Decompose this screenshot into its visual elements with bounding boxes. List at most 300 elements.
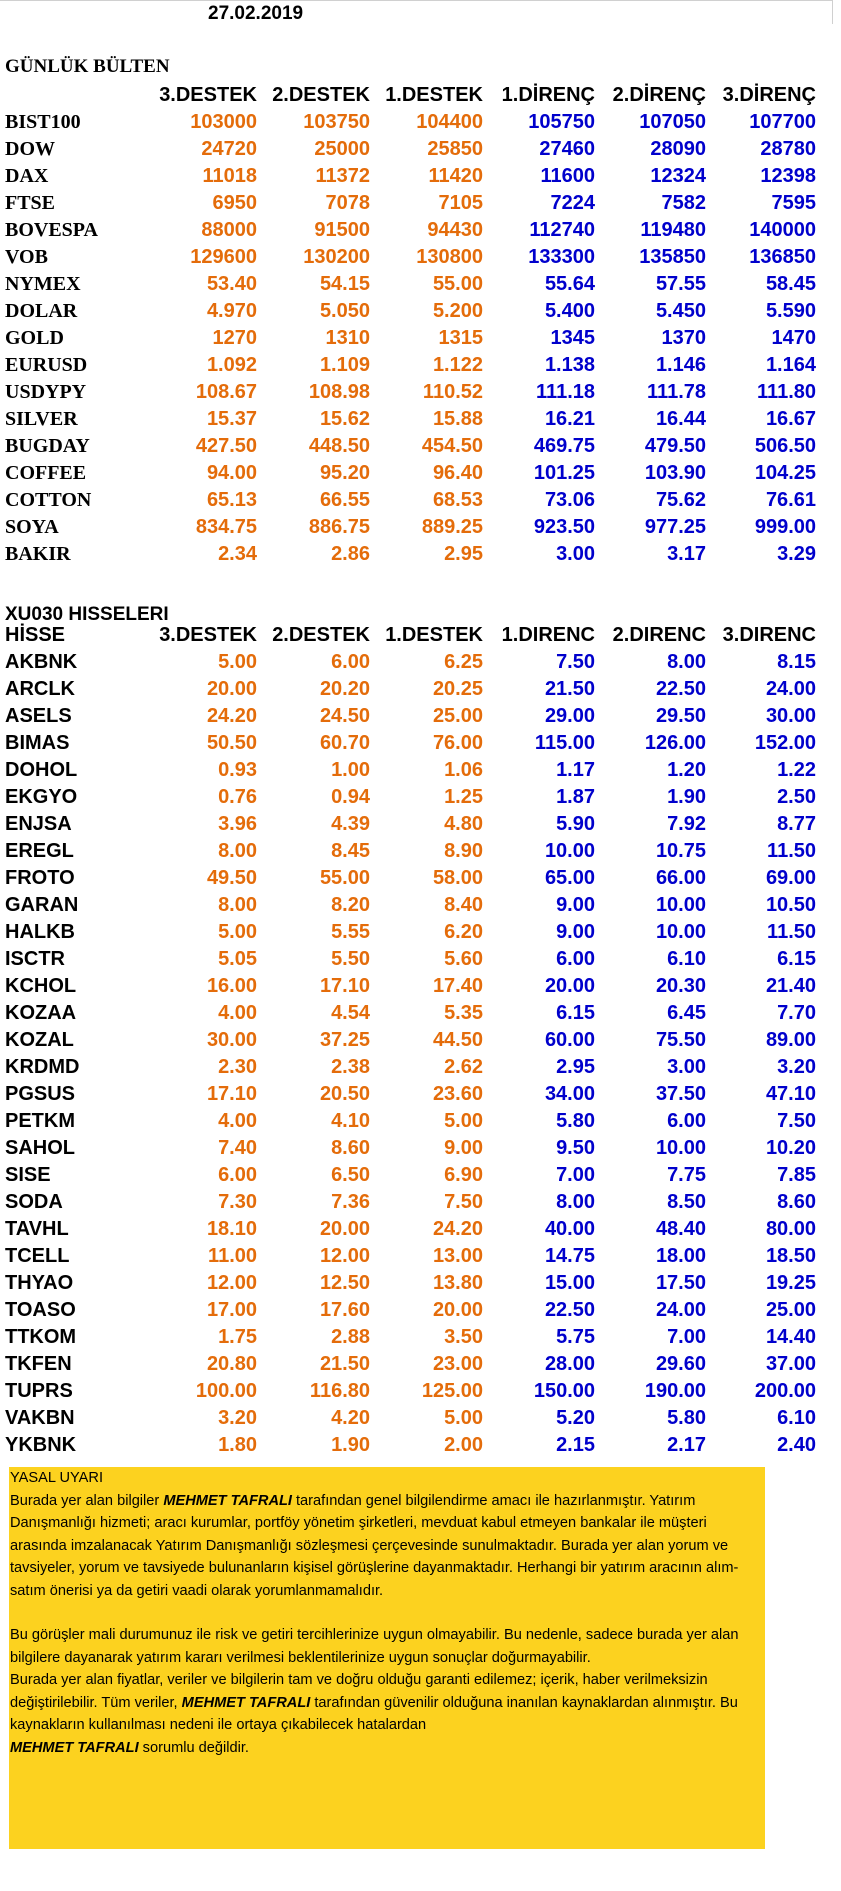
resistance-value: 69.00 [765, 867, 816, 889]
resistance-value: 5.20 [556, 1407, 595, 1429]
resistance-value: 7.00 [556, 1164, 595, 1186]
table-row [0, 1054, 821, 1081]
resistance-value: 11.50 [767, 921, 816, 943]
support-value: 20.25 [432, 678, 483, 700]
resistance-value: 28090 [650, 138, 706, 160]
top-border-line [0, 0, 833, 1]
author-name: MEHMET TAFRALI [10, 1739, 139, 1756]
row-symbol: VAKBN [5, 1407, 75, 1429]
support-value: 25850 [427, 138, 483, 160]
support-value: 0.94 [331, 786, 370, 808]
resistance-value: 136850 [749, 246, 816, 268]
resistance-value: 48.40 [655, 1218, 706, 1240]
support-value: 65.13 [206, 489, 257, 511]
resistance-value: 7.50 [777, 1110, 816, 1132]
support-value: 6.00 [218, 1164, 257, 1186]
resistance-value: 2.15 [556, 1434, 595, 1456]
table-row [0, 217, 821, 244]
resistance-value: 30.00 [765, 705, 816, 727]
resistance-value: 999.00 [754, 516, 816, 538]
resistance-value: 150.00 [533, 1380, 595, 1402]
resistance-value: 6.45 [667, 1002, 706, 1024]
support-value: 5.50 [331, 948, 370, 970]
support-value: 7105 [438, 192, 483, 214]
support-value: 8.20 [331, 894, 370, 916]
support-value: 12.50 [319, 1272, 370, 1294]
row-symbol: KOZAA [5, 1002, 77, 1024]
legal-text: tarafından güvenilir olduğuna inanılan kaynaklardan alınmıştır. Bu kaynakların kullanılması nedeni ile ortaya çıkabilecek hatalardan [10, 1694, 738, 1733]
resistance-value: 3.17 [667, 543, 706, 565]
resistance-value: 1345 [550, 327, 595, 349]
row-symbol: TTKOM [5, 1326, 77, 1348]
resistance-value: 104.25 [754, 462, 816, 484]
legal-paragraph-4 [10, 1737, 759, 1760]
resistance-value: 3.00 [667, 1056, 706, 1078]
column-header: 1.DİRENÇ [501, 84, 595, 106]
row-symbol: TAVHL [5, 1218, 69, 1240]
support-value: 25.00 [432, 705, 483, 727]
support-value: 454.50 [421, 435, 483, 457]
xu030-stocks-title: XU030 HISSELERI [5, 604, 169, 625]
table-row [0, 1162, 821, 1189]
resistance-value: 14.75 [544, 1245, 595, 1267]
support-value: 834.75 [195, 516, 257, 538]
resistance-value: 140000 [749, 219, 816, 241]
table-row [0, 865, 821, 892]
support-value: 23.00 [432, 1353, 483, 1375]
support-value: 5.35 [444, 1002, 483, 1024]
support-value: 1.80 [218, 1434, 257, 1456]
support-value: 103000 [190, 111, 257, 133]
row-symbol: PGSUS [5, 1083, 76, 1105]
row-symbol: DAX [5, 165, 49, 187]
row-symbol: TOASO [5, 1299, 76, 1321]
support-value: 20.50 [319, 1083, 370, 1105]
support-value: 3.96 [218, 813, 257, 835]
resistance-value: 25.00 [765, 1299, 816, 1321]
resistance-value: 190.00 [644, 1380, 706, 1402]
support-value: 50.50 [206, 732, 257, 754]
support-value: 8.00 [218, 894, 257, 916]
row-symbol: ASELS [5, 705, 72, 727]
column-header: 2.DİRENÇ [612, 84, 706, 106]
resistance-value: 5.75 [556, 1326, 595, 1348]
table-row [0, 1378, 821, 1405]
table-row [0, 676, 821, 703]
table-row [0, 892, 821, 919]
support-value: 2.34 [218, 543, 257, 565]
support-value: 24720 [201, 138, 257, 160]
legal-text: Burada yer alan bilgiler [10, 1492, 164, 1509]
resistance-value: 6.00 [667, 1110, 706, 1132]
support-value: 30.00 [206, 1029, 257, 1051]
support-value: 17.10 [319, 975, 370, 997]
resistance-value: 6.15 [556, 1002, 595, 1024]
support-value: 7078 [325, 192, 370, 214]
support-value: 1.109 [319, 354, 370, 376]
support-value: 12.00 [206, 1272, 257, 1294]
support-value: 15.88 [432, 408, 483, 430]
author-name: MEHMET TAFRALI [163, 1492, 292, 1509]
support-value: 6.20 [444, 921, 483, 943]
resistance-value: 60.00 [544, 1029, 595, 1051]
support-value: 15.62 [319, 408, 370, 430]
row-symbol: VOB [5, 246, 48, 268]
row-symbol: BIMAS [5, 732, 70, 754]
table-row [0, 541, 821, 568]
support-value: 1.122 [432, 354, 483, 376]
resistance-value: 5.90 [556, 813, 595, 835]
row-symbol: THYAO [5, 1272, 74, 1294]
support-value: 103750 [303, 111, 370, 133]
resistance-value: 7224 [550, 192, 595, 214]
table-row [0, 136, 821, 163]
table-row [0, 379, 821, 406]
table-row [0, 1243, 821, 1270]
resistance-value: 107700 [749, 111, 816, 133]
resistance-value: 18.00 [655, 1245, 706, 1267]
resistance-value: 28.00 [544, 1353, 595, 1375]
resistance-value: 5.80 [667, 1407, 706, 1429]
resistance-value: 8.77 [777, 813, 816, 835]
support-value: 1310 [325, 327, 370, 349]
resistance-value: 1.90 [667, 786, 706, 808]
resistance-value: 34.00 [544, 1083, 595, 1105]
resistance-value: 10.00 [655, 894, 706, 916]
table-row [0, 703, 821, 730]
row-symbol: DOLAR [5, 300, 78, 322]
row-symbol: GOLD [5, 327, 64, 349]
support-value: 58.00 [432, 867, 483, 889]
support-value: 24.20 [206, 705, 257, 727]
row-symbol: TUPRS [5, 1380, 73, 1402]
row-symbol: TKFEN [5, 1353, 72, 1375]
resistance-value: 40.00 [544, 1218, 595, 1240]
resistance-value: 6.10 [667, 948, 706, 970]
table-row [0, 838, 821, 865]
resistance-value: 73.06 [544, 489, 595, 511]
support-value: 8.90 [444, 840, 483, 862]
resistance-value: 12324 [650, 165, 706, 187]
support-value: 1315 [438, 327, 483, 349]
resistance-value: 76.61 [765, 489, 816, 511]
resistance-value: 2.50 [777, 786, 816, 808]
column-header-symbol: HİSSE [5, 624, 66, 646]
column-header: 1.DESTEK [385, 84, 483, 106]
row-symbol: GARAN [5, 894, 79, 916]
table-row [0, 406, 821, 433]
row-symbol: FROTO [5, 867, 75, 889]
row-symbol: COFFEE [5, 462, 87, 484]
support-value: 20.00 [319, 1218, 370, 1240]
xu030-stocks-table [0, 622, 821, 1459]
support-value: 17.40 [432, 975, 483, 997]
resistance-value: 22.50 [655, 678, 706, 700]
header-row [0, 622, 821, 649]
support-value: 20.00 [206, 678, 257, 700]
row-symbol: DOHOL [5, 759, 78, 781]
support-value: 49.50 [206, 867, 257, 889]
resistance-value: 57.55 [655, 273, 706, 295]
row-symbol: FTSE [5, 192, 56, 214]
resistance-value: 14.40 [765, 1326, 816, 1348]
resistance-value: 126.00 [644, 732, 706, 754]
support-value: 8.00 [218, 840, 257, 862]
resistance-value: 9.00 [556, 921, 595, 943]
resistance-value: 152.00 [754, 732, 816, 754]
resistance-value: 10.00 [544, 840, 595, 862]
daily-bulletin-table [0, 82, 821, 568]
support-value: 13.80 [432, 1272, 483, 1294]
resistance-value: 133300 [528, 246, 595, 268]
support-value: 448.50 [308, 435, 370, 457]
row-symbol: BUGDAY [5, 435, 90, 457]
resistance-value: 2.17 [667, 1434, 706, 1456]
support-value: 55.00 [432, 273, 483, 295]
table-row [0, 1405, 821, 1432]
resistance-value: 7.00 [667, 1326, 706, 1348]
support-value: 116.80 [309, 1380, 370, 1402]
resistance-value: 29.60 [655, 1353, 706, 1375]
resistance-value: 55.64 [544, 273, 595, 295]
row-symbol: SISE [5, 1164, 51, 1186]
support-value: 110.52 [422, 381, 483, 403]
support-value: 7.50 [444, 1191, 483, 1213]
resistance-value: 7.50 [556, 651, 595, 673]
resistance-value: 8.00 [556, 1191, 595, 1213]
resistance-value: 16.67 [765, 408, 816, 430]
resistance-value: 115.00 [534, 732, 595, 754]
row-symbol: COTTON [5, 489, 92, 511]
support-value: 4.80 [444, 813, 483, 835]
support-value: 4.39 [331, 813, 370, 835]
table-row [0, 1324, 821, 1351]
support-value: 91500 [314, 219, 370, 241]
table-row [0, 514, 821, 541]
resistance-value: 27460 [539, 138, 595, 160]
resistance-value: 469.75 [533, 435, 595, 457]
row-symbol: PETKM [5, 1110, 75, 1132]
resistance-value: 506.50 [754, 435, 816, 457]
resistance-value: 107050 [639, 111, 706, 133]
resistance-value: 1.146 [655, 354, 706, 376]
support-value: 11372 [315, 165, 370, 187]
resistance-value: 7595 [771, 192, 816, 214]
row-symbol: AKBNK [5, 651, 78, 673]
table-row [0, 298, 821, 325]
resistance-value: 89.00 [765, 1029, 816, 1051]
resistance-value: 3.20 [777, 1056, 816, 1078]
column-header: 3.DİRENÇ [722, 84, 816, 106]
support-value: 427.50 [195, 435, 257, 457]
support-value: 20.20 [319, 678, 370, 700]
support-value: 17.10 [206, 1083, 257, 1105]
support-value: 3.50 [444, 1326, 483, 1348]
support-value: 5.200 [432, 300, 483, 322]
column-header: 1.DIRENC [501, 624, 595, 646]
support-value: 44.50 [432, 1029, 483, 1051]
resistance-value: 1.164 [765, 354, 816, 376]
support-value: 5.00 [218, 921, 257, 943]
resistance-value: 1.20 [667, 759, 706, 781]
table-row [0, 811, 821, 838]
column-header: 3.DESTEK [159, 624, 257, 646]
support-value: 2.86 [331, 543, 370, 565]
support-value: 6.90 [444, 1164, 483, 1186]
resistance-value: 8.50 [667, 1191, 706, 1213]
support-value: 5.050 [319, 300, 370, 322]
support-value: 15.37 [206, 408, 257, 430]
resistance-value: 1370 [661, 327, 706, 349]
support-value: 11018 [202, 165, 257, 187]
resistance-value: 21.50 [544, 678, 595, 700]
support-value: 37.25 [319, 1029, 370, 1051]
table-row [0, 784, 821, 811]
resistance-value: 58.45 [765, 273, 816, 295]
support-value: 54.15 [319, 273, 370, 295]
legal-text: tarafından genel bilgilendirme amacı ile hazırlanmıştır. Yatırım Danışmanlığı hizmeti; aracı kurumlar, portföy yönetim şirketleri, mevduat kabul etmeyen bankalar ile müşteri arasında imzalanacak Yatırım Danışmanlığı sözleşmesi çerçevesinde sunulmaktadır. Burada yer alan yorum ve tavsiyeler, yorum ve tavsiyede bulunanların kişisel görüşlerine dayanmaktadır. Herhangi bir yatırım aracının alım-satım önerisi ya da getiri vaadi olarak yorumlanmamalıdır. [10, 1492, 739, 1599]
resistance-value: 16.44 [655, 408, 706, 430]
support-value: 8.60 [331, 1137, 370, 1159]
resistance-value: 8.00 [667, 651, 706, 673]
daily-bulletin-title: GÜNLÜK BÜLTEN [5, 56, 170, 77]
support-value: 25000 [314, 138, 370, 160]
support-value: 1.90 [331, 1434, 370, 1456]
resistance-value: 5.590 [765, 300, 816, 322]
resistance-value: 8.60 [777, 1191, 816, 1213]
table-row [0, 946, 821, 973]
support-value: 17.00 [206, 1299, 257, 1321]
legal-paragraph-1 [10, 1490, 759, 1603]
resistance-value: 479.50 [644, 435, 706, 457]
table-row [0, 973, 821, 1000]
support-value: 7.36 [331, 1191, 370, 1213]
support-value: 4.54 [331, 1002, 370, 1024]
support-value: 5.00 [218, 651, 257, 673]
support-value: 6.25 [444, 651, 483, 673]
resistance-value: 135850 [639, 246, 706, 268]
row-symbol: BOVESPA [5, 219, 98, 241]
resistance-value: 7.85 [777, 1164, 816, 1186]
table-row [0, 1000, 821, 1027]
column-header: 3.DIRENC [722, 624, 816, 646]
table-row [0, 1135, 821, 1162]
support-value: 24.50 [319, 705, 370, 727]
resistance-value: 28780 [760, 138, 816, 160]
legal-disclaimer-box [9, 1467, 765, 1849]
support-value: 3.20 [218, 1407, 257, 1429]
resistance-value: 29.50 [655, 705, 706, 727]
table-row [0, 460, 821, 487]
resistance-value: 22.50 [544, 1299, 595, 1321]
legal-disclaimer-title: YASAL UYARI [10, 1470, 103, 1486]
table-row [0, 190, 821, 217]
column-header: 3.DESTEK [159, 84, 257, 106]
support-value: 55.00 [319, 867, 370, 889]
resistance-value: 80.00 [765, 1218, 816, 1240]
support-value: 94.00 [206, 462, 257, 484]
support-value: 16.00 [206, 975, 257, 997]
support-value: 11420 [428, 165, 483, 187]
resistance-value: 7.75 [667, 1164, 706, 1186]
support-value: 2.62 [444, 1056, 483, 1078]
resistance-value: 15.00 [544, 1272, 595, 1294]
support-value: 1270 [212, 327, 257, 349]
column-header: 2.DIRENC [612, 624, 706, 646]
resistance-value: 29.00 [544, 705, 595, 727]
support-value: 7.40 [218, 1137, 257, 1159]
row-symbol: YKBNK [5, 1434, 77, 1456]
table-row [0, 1189, 821, 1216]
table-row [0, 919, 821, 946]
resistance-value: 3.00 [556, 543, 595, 565]
bulletin-date: 27.02.2019 [208, 3, 304, 24]
resistance-value: 17.50 [655, 1272, 706, 1294]
resistance-value: 37.00 [765, 1353, 816, 1375]
support-value: 108.98 [308, 381, 370, 403]
table-row [0, 1081, 821, 1108]
support-value: 4.20 [331, 1407, 370, 1429]
row-symbol: KCHOL [5, 975, 77, 997]
row-symbol: KRDMD [5, 1056, 80, 1078]
resistance-value: 1.138 [544, 354, 595, 376]
support-value: 24.20 [432, 1218, 483, 1240]
resistance-value: 24.00 [765, 678, 816, 700]
table-row [0, 1108, 821, 1135]
resistance-value: 923.50 [533, 516, 595, 538]
row-symbol: SILVER [5, 408, 78, 430]
legal-text: Burada yer alan fiyatlar, veriler ve bilgilerin tam ve doğru olduğu garanti edilemez; içerik, haber verilmeksizin değiştirilebilir. Tüm veriler, [10, 1672, 708, 1711]
resistance-value: 111.80 [757, 381, 816, 403]
resistance-value: 10.50 [765, 894, 816, 916]
table-row [0, 433, 821, 460]
resistance-value: 10.00 [655, 1137, 706, 1159]
column-header: 2.DESTEK [272, 84, 370, 106]
support-value: 6.50 [331, 1164, 370, 1186]
legal-paragraph-3 [10, 1669, 759, 1737]
row-symbol: ENJSA [5, 813, 72, 835]
support-value: 2.88 [331, 1326, 370, 1348]
row-symbol: SAHOL [5, 1137, 75, 1159]
support-value: 8.45 [331, 840, 370, 862]
support-value: 8.40 [444, 894, 483, 916]
support-value: 20.00 [432, 1299, 483, 1321]
resistance-value: 111.18 [536, 381, 595, 403]
resistance-value: 5.80 [556, 1110, 595, 1132]
row-symbol: BIST100 [5, 111, 81, 133]
support-value: 76.00 [432, 732, 483, 754]
support-value: 130800 [416, 246, 483, 268]
resistance-value: 5.400 [544, 300, 595, 322]
row-symbol: ARCLK [5, 678, 75, 700]
support-value: 889.25 [421, 516, 483, 538]
support-value: 1.06 [444, 759, 483, 781]
support-value: 1.25 [444, 786, 483, 808]
resistance-value: 11600 [540, 165, 595, 187]
support-value: 4.00 [218, 1002, 257, 1024]
resistance-value: 6.00 [556, 948, 595, 970]
support-value: 88000 [201, 219, 257, 241]
resistance-value: 6.15 [777, 948, 816, 970]
support-value: 20.80 [206, 1353, 257, 1375]
resistance-value: 19.25 [765, 1272, 816, 1294]
resistance-value: 103.90 [644, 462, 706, 484]
support-value: 4.00 [218, 1110, 257, 1132]
support-value: 2.95 [444, 543, 483, 565]
support-value: 9.00 [444, 1137, 483, 1159]
right-border-line [832, 0, 833, 24]
row-symbol: KOZAL [5, 1029, 74, 1051]
